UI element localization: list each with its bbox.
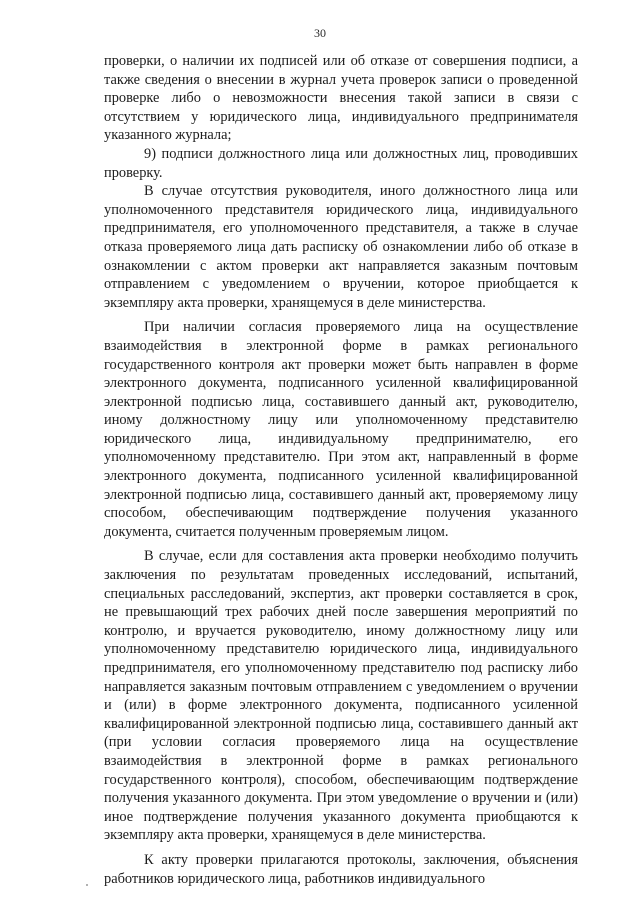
paragraph-2: 9) подписи должностного лица или должностных лиц, проводивших проверку. xyxy=(104,145,578,181)
scan-speck xyxy=(86,884,88,886)
paragraph-6: К акту проверки прилагаются протоколы, заключения, объяснения работников юридического лица, работников индивидуального xyxy=(104,851,578,887)
paragraph-1: проверки, о наличии их подписей или об отказе от совершения подписи, а также сведения о внесении в журнал учета проверок записи о проведенной проверке либо о невозможности внесения такой записи в связи с отсутствием у юридического лица, индивидуального предпринимателя указанного журнала; xyxy=(104,53,578,144)
paragraph-4: При наличии согласия проверяемого лица на осуществление взаимодействия в электронной форме в рамках регионального государственного контроля акт проверки может быть направлен в форме электронного документа, подписанного усиленной квалифицированной электронной подписью лица, составившего данный акт, руководителю, иному должностному лицу или уполномоченному представителю юридического лица, индивидуальному предпринимателю, его уполномоченному представителю. При этом акт, направленный в форме электронного документа, подписанного усиленной квалифицированной электронной подписью лица, составившего данный акт, проверяемому лицу способом, обеспечивающим подтверждение получения указанного документа, считается полученным проверяемым лицом. xyxy=(104,319,578,540)
paragraph-3: В случае отсутствия руководителя, иного должностного лица или уполномоченного представителя юридического лица, индивидуального предпринимателя, его уполномоченного представителя, а также в случае отказа проверяемого лица дать расписку об ознакомлении либо об отказе в ознакомлении с актом проверки акт направляется заказным почтовым отправлением с уведомлением о вручении, которое приобщается к экземпляру акта проверки, хранящемуся в деле министерства. xyxy=(104,183,578,311)
paragraph-5: В случае, если для составления акта проверки необходимо получить заключения по результатам проведенных исследований, испытаний, специальных расследований, экспертиз, акт проверки составляется в срок, не превышающий трех рабочих дней после завершения мероприятий по контролю, и вручается руководителю, иному должностному лицу или уполномоченному представителю юридического лица, индивидуального предпринимателя, его уполномоченному представителю под расписку либо направляется заказным почтовым отправлением с уведомлением о вручении и (или) в форме электронного документа, подписанного усиленной квалифицированной электронной подписью лица, составившего данный акт (при условии согласия проверяемого лица на осуществление взаимодействия в электронной форме в рамках регионального государственного контроля), способом, обеспечивающим подтверждение получения указанного документа. При этом уведомление о вручении и (или) иное подтверждение получения указанного документа приобщаются к экземпляру акта проверки, хранящемуся в деле министерства. xyxy=(104,548,578,844)
document-body xyxy=(104,52,578,888)
page-number: 30 xyxy=(314,26,326,40)
